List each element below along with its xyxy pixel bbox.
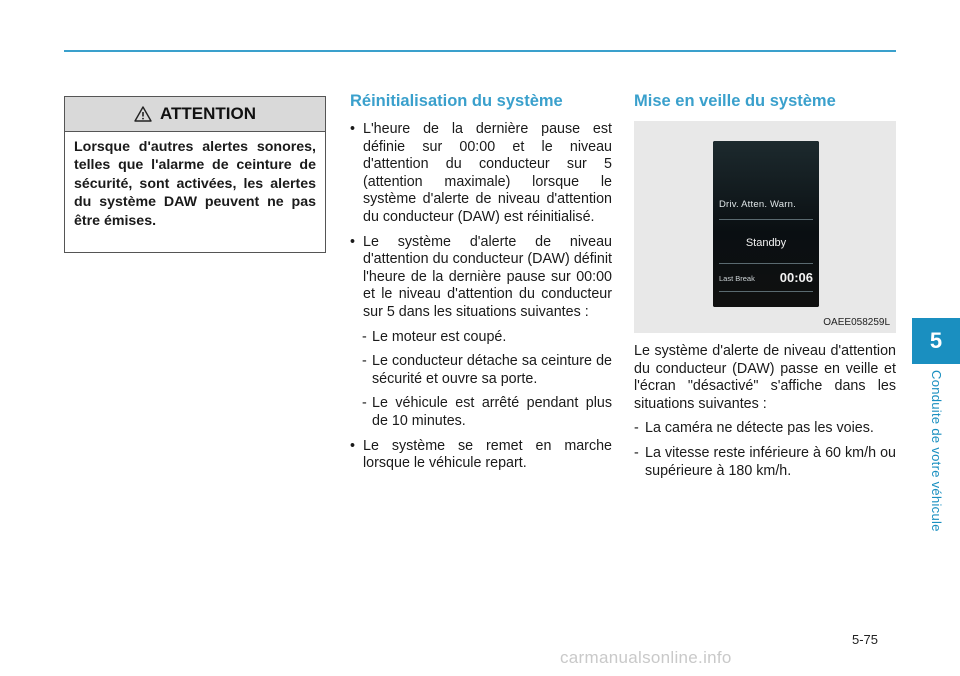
standby-heading: Mise en veille du système	[634, 92, 836, 110]
reset-section	[350, 92, 612, 480]
standby-paragraph: Le système d'alerte de niveau d'attention du conducteur (DAW) passe en veille et l'écran "désactivé" s'affiche dans les situations suivantes :	[634, 343, 896, 412]
list-item-text: Le moteur est coupé.	[372, 328, 507, 345]
figure-code: OAEE058259L	[823, 317, 890, 328]
list-item-text: Le véhicule est arrêté pendant plus de 10 minutes.	[372, 395, 612, 429]
reset-heading: Réinitialisation du système	[350, 92, 563, 110]
dash-icon: -	[634, 444, 639, 461]
top-rule	[64, 50, 896, 52]
attention-text: Lorsque d'autres alertes sonores, telles que l'alarme de ceinture de sécurité, sont activées, les alertes du système DAW peuvent ne pas être émises.	[74, 139, 316, 229]
screen-title: Driv. Atten. Warn.	[719, 199, 796, 210]
list-item	[350, 438, 612, 473]
list-item-text: Le système d'alerte de niveau d'attention du conducteur (DAW) définit l'heure de la dernière pause sur 00:00 et le niveau d'attention du conducteur sur 5 dans les situations suivantes :	[363, 233, 612, 320]
list-item-text: Le conducteur détache sa ceinture de sécurité et ouvre sa porte.	[372, 353, 612, 387]
list-item	[350, 353, 612, 388]
last-break-label: Last Break	[719, 274, 755, 283]
screen-divider	[719, 219, 813, 220]
list-item-text: La caméra ne détecte pas les voies.	[645, 420, 874, 437]
warning-triangle-icon	[134, 106, 152, 122]
list-item	[350, 234, 612, 322]
screen-divider	[719, 263, 813, 264]
bullet-icon: •	[350, 233, 356, 250]
cluster-display-figure	[634, 121, 896, 333]
cluster-screen	[713, 141, 819, 307]
standby-section	[634, 92, 896, 487]
chapter-title: Conduite de votre véhicule	[929, 370, 944, 532]
list-item	[350, 121, 612, 227]
dash-icon: -	[362, 353, 367, 370]
dash-icon: -	[634, 420, 639, 437]
list-item-text: L'heure de la dernière pause est définie sur 00:00 et le niveau d'attention du conducteur sur 5 (attention maximale) lorsque le système d'alerte de niveau d'attention du conducteur (DAW) est réinitialisé.	[363, 121, 612, 225]
list-item	[350, 395, 612, 430]
bullet-icon: •	[350, 121, 356, 137]
attention-header	[65, 97, 325, 132]
watermark: carmanualsonline.info	[560, 648, 732, 667]
bullet-icon: •	[350, 437, 356, 454]
screen-divider	[719, 291, 813, 292]
list-item-text: Le système se remet en marche lorsque le véhicule repart.	[363, 437, 612, 472]
last-break-time: 00:06	[779, 270, 813, 285]
dash-icon: -	[362, 395, 367, 412]
dash-icon: -	[362, 328, 367, 345]
chapter-number: 5	[929, 328, 943, 353]
chapter-tab	[912, 318, 960, 364]
screen-status: Standby	[745, 237, 787, 249]
list-item	[634, 420, 896, 438]
list-item	[634, 445, 896, 480]
list-item	[350, 329, 612, 347]
page-number: 5-75	[852, 632, 879, 647]
list-item-text: La vitesse reste inférieure à 60 km/h ou supérieure à 180 km/h.	[645, 444, 896, 479]
attention-label: ATTENTION	[159, 104, 256, 123]
attention-box	[64, 96, 326, 253]
